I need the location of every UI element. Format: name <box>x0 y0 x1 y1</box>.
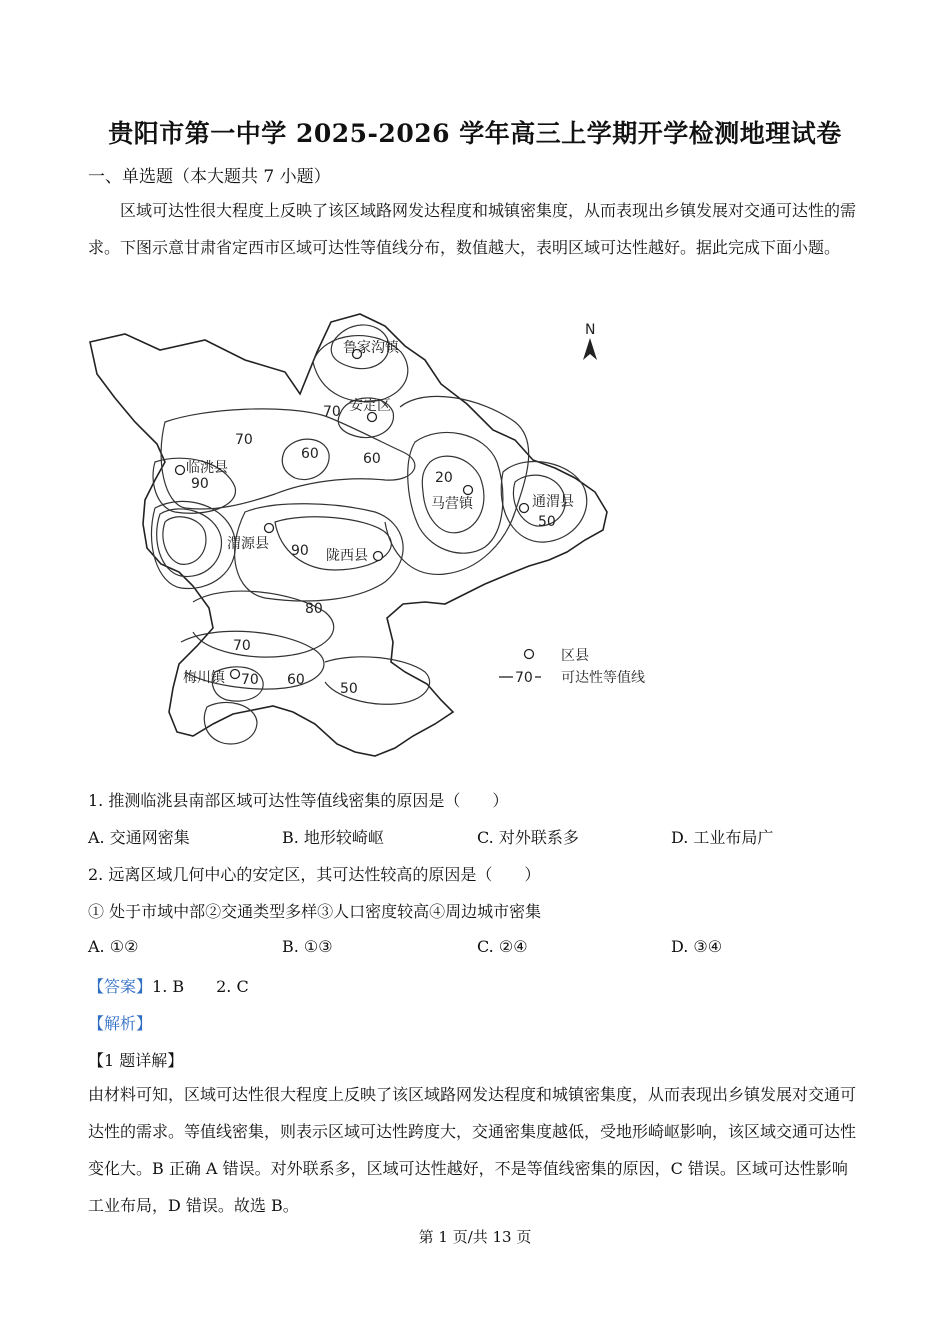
contour-label: 60 <box>287 672 305 688</box>
map-legend <box>499 648 645 686</box>
place-meichuan: 梅川镇 <box>183 670 225 686</box>
question-1-option-b: B. 地形较崎岖 <box>282 828 384 847</box>
contour-label: 80 <box>305 601 323 617</box>
question-2-option-a: A. ①② <box>88 937 139 956</box>
place-weiyuan: 渭源县 <box>227 536 269 552</box>
question-2-option-d: D. ③④ <box>671 937 723 956</box>
north-label: N <box>585 322 596 338</box>
question-2-statements: ① 处于市域中部②交通类型多样③人口密度较高④周边城市密集 <box>88 902 542 921</box>
question-2-stem: 2. 远离区域几何中心的安定区，其可达性较高的原因是（ ） <box>88 865 541 884</box>
contour-label: 70 <box>233 638 251 654</box>
answer-line <box>88 974 249 997</box>
detail-text: 由材料可知，区域可达性很大程度上反映了该区域路网发达程度和城镇密集度，从而表现出乡镇发展对交通可达性的需求。等值线密集，则表示区域可达性跨度大，交通密集度越低，受地形崎岖影响，该区域交通可达性变化大。B 正确 A 错误。对外联系多，区域可达性越好，不是等值线密集的原因，C 错误。区域可达性影响工业布局，D 错误。故选 B。 <box>88 1085 857 1215</box>
question-2-option-b: B. ①③ <box>282 937 333 956</box>
legend-county-label: 区县 <box>561 648 589 664</box>
question-1-stem: 1. 推测临洮县南部区域可达性等值线密集的原因是（ ） <box>88 791 509 810</box>
contour-label: 90 <box>291 543 309 559</box>
contour-label: 60 <box>363 451 381 467</box>
contour-label: 70 <box>235 432 253 448</box>
contour-label: 60 <box>301 446 319 462</box>
answer-value: 1. B 2. C <box>152 977 249 996</box>
place-lintao: 临洮县 <box>186 460 228 476</box>
question-2-option-c: C. ②④ <box>477 937 528 956</box>
contour-label: 90 <box>191 476 209 492</box>
page-footer: 第 1 页/共 13 页 <box>418 1228 532 1246</box>
contour-label: 50 <box>538 514 556 530</box>
contour-label: 20 <box>435 470 453 486</box>
legend-line-label: 可达性等值线 <box>561 670 645 686</box>
answer-label: 【答案】 <box>88 977 153 996</box>
place-anding: 安定区 <box>349 398 391 414</box>
contour-label: 50 <box>340 681 358 697</box>
section-heading: 一、单选题（本大题共 7 小题） <box>88 167 331 187</box>
detail-label: 【1 题详解】 <box>88 1051 184 1070</box>
intro-paragraph: 区域可达性很大程度上反映了该区域路网发达程度和城镇密集度，从而表现出乡镇发展对交通可达性的需求。下图示意甘肃省定西市区域可达性等值线分布，数值越大，表明区域可达性越好。据此完成下面小题。 <box>88 201 857 257</box>
place-lujiagou: 鲁家沟镇 <box>343 340 399 356</box>
contour-label: 70 <box>323 404 341 420</box>
accessibility-contour-map <box>85 312 660 764</box>
question-1-option-c: C. 对外联系多 <box>477 828 579 847</box>
legend-line-value: 70 <box>515 670 533 686</box>
place-longxi: 陇西县 <box>326 548 368 564</box>
question-1-option-d: D. 工业布局广 <box>671 828 774 847</box>
question-1-option-a: A. 交通网密集 <box>88 828 190 847</box>
place-maying: 马营镇 <box>431 496 473 512</box>
legend-county-marker <box>525 650 534 659</box>
contour-label: 70 <box>241 672 259 688</box>
page-title: 贵阳市第一中学 2025-2026 学年高三上学期开学检测地理试卷 <box>108 119 842 148</box>
analysis-label: 【解析】 <box>88 1014 153 1033</box>
place-tongwei: 通渭县 <box>532 494 574 510</box>
north-arrow-icon <box>583 338 597 360</box>
